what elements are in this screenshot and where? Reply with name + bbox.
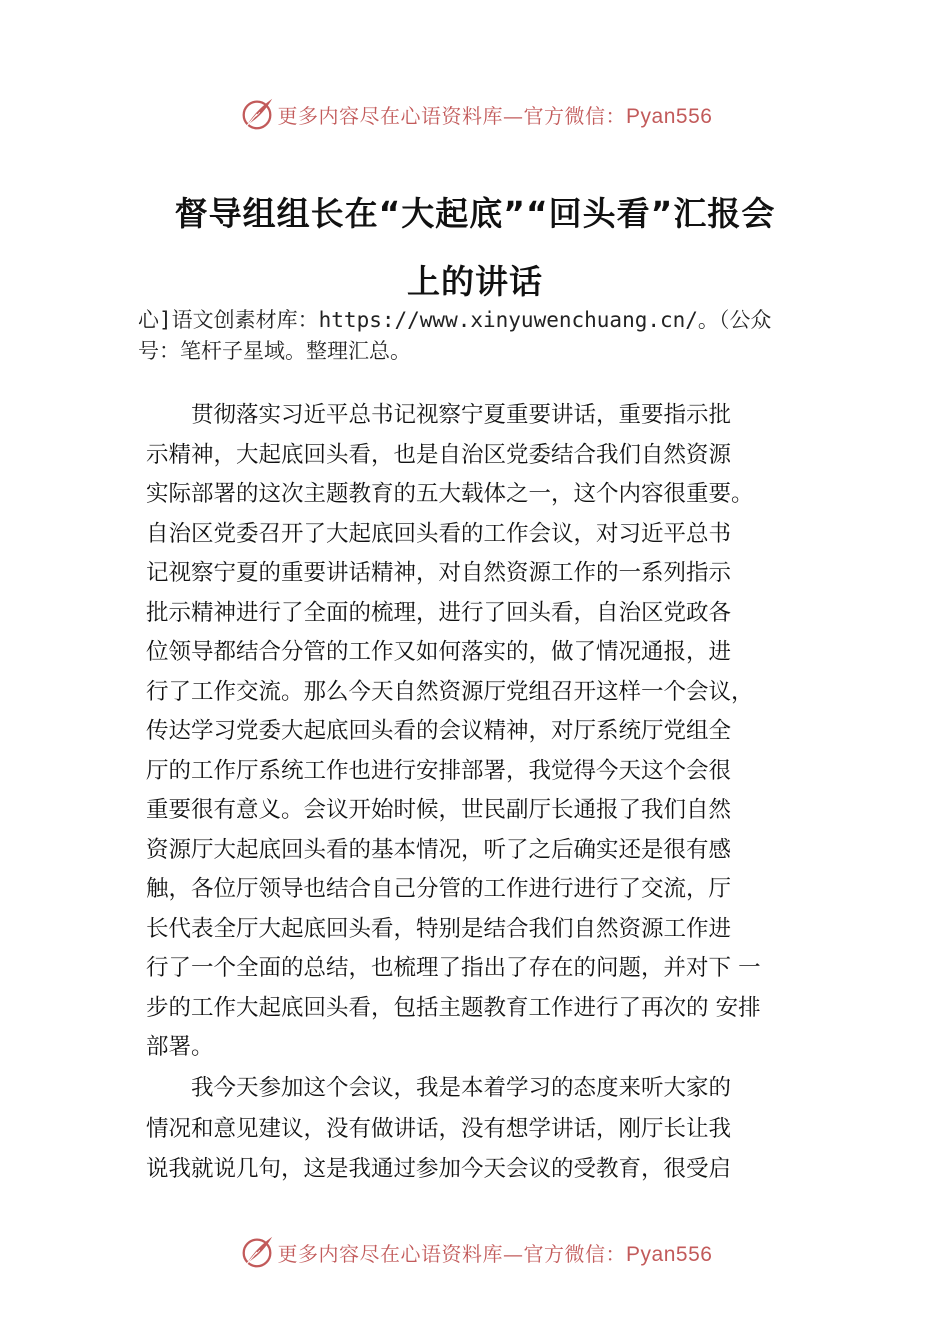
footer-banner-text (278, 1238, 713, 1267)
header-wechat-id: Pyan556 (626, 104, 713, 128)
paragraph-line: 我今天参加这个会议，我是本着学习的态度来听大家的 (146, 1075, 732, 1101)
paragraph-line: 情况和意见建议，没有做讲话，没有想学讲话，刚厅长让我 (146, 1115, 732, 1142)
paragraph-line: 资源厅大起底回头看的基本情况，听了之后确实还是很有感 (146, 836, 732, 863)
paragraph-line: 批示精神进行了全面的梳理，进行了回头看，自治区党政各 (146, 599, 732, 626)
body-paragraph-1 (146, 396, 836, 1068)
paragraph-line: 传达学习党委大起底回头看的会议精神，对厅系统厅党组全 (146, 718, 732, 744)
source-note (138, 305, 843, 367)
source-note-line-1: 心]语文创素材库：https://www.xinyuwenchuang.cn/。（公众 (138, 308, 772, 332)
header-banner-text (278, 100, 713, 129)
document-title-line-1: 督导组组长在“大起底”“回头看”汇报会 (174, 194, 776, 233)
paragraph-line: 说我就说几句，这是我通过参加今天会议的受教育，很受启 (146, 1156, 732, 1182)
footer-banner-label: 更多内容尽在心语资料库—官方微信： (277, 1241, 627, 1266)
paragraph-line: 长代表全厅大起底回头看，特别是结合我们自然资源工作进 (146, 915, 732, 942)
body-paragraph-2 (146, 1068, 836, 1190)
feather-quill-logo-icon (238, 95, 276, 133)
paragraph-line: 部署。 (146, 1034, 214, 1060)
header-banner-label: 更多内容尽在心语资料库—官方微信： (277, 103, 627, 128)
footer-banner (0, 1232, 950, 1272)
paragraph-line: 示精神，大起底回头看，也是自治区党委结合我们自然资源 (146, 441, 732, 468)
header-banner (0, 94, 950, 134)
paragraph-line: 行了一个全面的总结，也梳理了指出了存在的问题，并对下 一 (146, 955, 761, 981)
paragraph-line: 记视察宁夏的重要讲话精神，对自然资源工作的一系列指示 (146, 560, 732, 586)
paragraph-line: 实际部署的这次主题教育的五大载体之一，这个内容很重要。 (146, 481, 754, 507)
footer-wechat-id: Pyan556 (626, 1242, 713, 1266)
paragraph-line: 步的工作大起底回头看，包括主题教育工作进行了再次的 安排 (146, 994, 761, 1021)
paragraph-line: 自治区党委召开了大起底回头看的工作会议，对习近平总书 (146, 520, 732, 547)
source-note-line-2: 号：笔杆子星域。整理汇总。 (138, 339, 411, 363)
paragraph-line: 重要很有意义。会议开始时候，世民副厅长通报了我们自然 (146, 797, 732, 823)
document-title-line-2: 上的讲话 (407, 262, 543, 301)
paragraph-line: 厅的工作厅系统工作也进行安排部署，我觉得今天这个会很 (146, 757, 732, 784)
feather-quill-logo-icon (238, 1233, 276, 1271)
paragraph-line: 行了工作交流。那么今天自然资源厅党组召开这样一个会议， (146, 678, 754, 705)
paragraph-line: 位领导都结合分管的工作又如何落实的，做了情况通报，进 (146, 639, 732, 665)
paragraph-line: 触，各位厅领导也结合自己分管的工作进行进行了交流，厅 (146, 876, 732, 902)
paragraph-line: 贯彻落实习近平总书记视察宁夏重要讲话，重要指示批 (146, 402, 732, 428)
